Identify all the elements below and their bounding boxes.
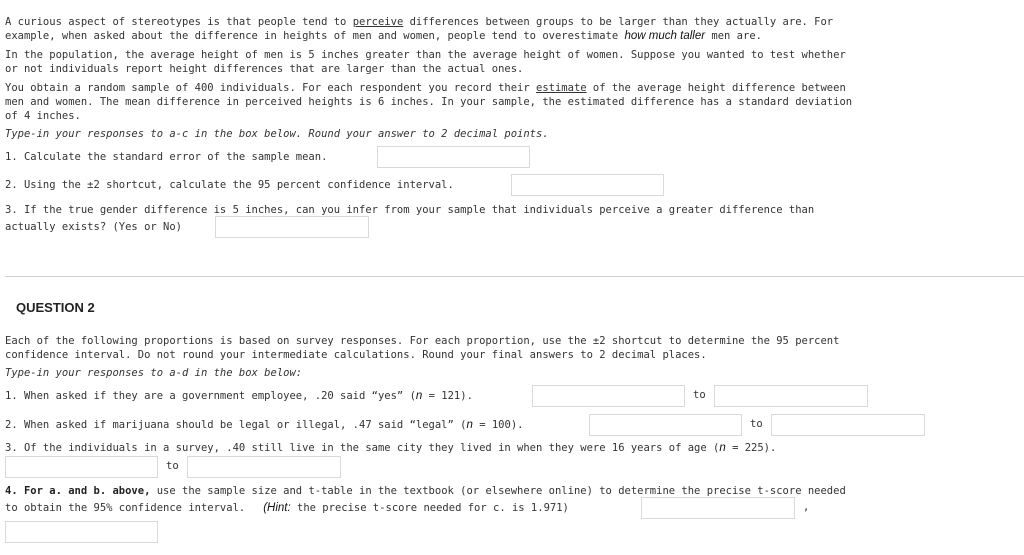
q2-item2-text: = 100). (472, 419, 524, 431)
q2-item1-text: = 121). (422, 390, 473, 402)
q1-item3-label-line2: actually exists? (Yes or No) (5, 221, 183, 233)
q2-item3-lower-input[interactable] (5, 456, 158, 478)
q1-instructions: Type-in your responses to a-c in the box below. Round your answer to 2 decimal points. (5, 128, 549, 140)
q2-item3-text: 3. Of the individuals in a survey, .40 still live in the same city they lived in when they were 16 years of age ( (5, 442, 720, 454)
q2-item2-label (5, 418, 523, 432)
n-variable: n (466, 419, 473, 431)
q2-item2-lower-input[interactable] (589, 414, 742, 436)
perceive-link[interactable]: perceive (352, 16, 404, 28)
q2-item4-c-input[interactable] (641, 497, 795, 519)
hint-text: the precise t-score needed for c. is 1.971) (290, 502, 569, 514)
q2-item4-text: to obtain the 95% confidence interval. (5, 502, 246, 514)
comma-separator: , (803, 501, 810, 513)
q2-item4-text: use the sample size and t-table in the textbook (or elsewhere online) to determine the precise t-score needed (150, 485, 846, 497)
q2-item4-line2 (5, 501, 569, 515)
q1-sample-text: of the average height difference between (586, 82, 846, 94)
estimate-link[interactable]: estimate (536, 82, 587, 94)
q2-item1-lower-input[interactable] (532, 385, 685, 407)
n-variable: n (719, 442, 726, 454)
q1-sample-line3: of 4 inches. (5, 110, 81, 122)
to-label: to (166, 460, 179, 472)
q1-item3-answer-input[interactable] (215, 216, 369, 238)
q1-intro-line1 (5, 15, 833, 29)
q2-item4-line1 (5, 484, 846, 498)
q2-item1-label (5, 389, 473, 403)
q1-sample-text: You obtain a random sample of 400 individuals. For each respondent you record their (5, 82, 537, 94)
q1-item2-label: 2. Using the ±2 shortcut, calculate the 95 percent confidence interval. (5, 179, 454, 191)
q2-item1-upper-input[interactable] (714, 385, 868, 407)
emphasis-text: how much taller (624, 30, 706, 42)
q2-item2-upper-input[interactable] (771, 414, 925, 436)
n-variable: n (415, 390, 423, 402)
q2-intro-line1: Each of the following proportions is based on survey responses. For each proportion, use the ±2 shortcut to determine the 95 percent (5, 335, 840, 347)
to-label: to (693, 389, 706, 401)
q1-sample-line2: men and women. The mean difference in perceived heights is 6 inches. In your sample, the estimated difference has a standard deviation (5, 96, 853, 108)
q1-intro-text: A curious aspect of stereotypes is that people tend to (5, 16, 353, 28)
q2-item3-upper-input[interactable] (187, 456, 341, 478)
q1-item1-answer-input[interactable] (377, 146, 530, 168)
q2-item4-d-input[interactable] (5, 521, 158, 543)
q2-intro-line2: confidence interval. Do not round your intermediate calculations. Round your final answers to 2 decimal places. (5, 349, 707, 361)
question-2-header (5, 276, 1024, 317)
q2-instructions: Type-in your responses to a-d in the box below: (5, 367, 303, 379)
q2-item4-bold: 4. For a. and b. above, (5, 485, 151, 497)
q1-intro-text: differences between groups to be larger than they actually are. For (403, 16, 834, 28)
q1-item2-answer-input[interactable] (511, 174, 664, 196)
q2-item3-text: = 225). (725, 442, 777, 454)
q2-item2-text: 2. When asked if marijuana should be legal or illegal, .47 said “legal” ( (5, 419, 467, 431)
q1-population-line2: or not individuals report height differences that are larger than the actual ones. (5, 63, 524, 75)
q2-item1-text: 1. When asked if they are a government employee, .20 said “yes” ( (5, 390, 416, 402)
to-label: to (750, 418, 763, 430)
q1-intro-text: example, when asked about the difference in heights of men and women, people tend to overestimate (5, 30, 625, 42)
question-2-title: QUESTION 2 (16, 300, 95, 315)
q1-sample-line1 (5, 81, 846, 95)
hint-label: (Hint: (263, 502, 291, 514)
q1-intro-text: men are. (705, 30, 762, 42)
q1-population-line1: In the population, the average height of men is 5 inches greater than the average height of women. Suppose you wanted to test whether (5, 49, 846, 61)
q1-item3-label-line1: 3. If the true gender difference is 5 inches, can you infer from your sample that individuals perceive a greater difference than (5, 204, 815, 216)
q1-item1-label: 1. Calculate the standard error of the sample mean. (5, 151, 328, 163)
q2-item3-label (5, 441, 776, 455)
q1-intro-line2 (5, 29, 762, 43)
